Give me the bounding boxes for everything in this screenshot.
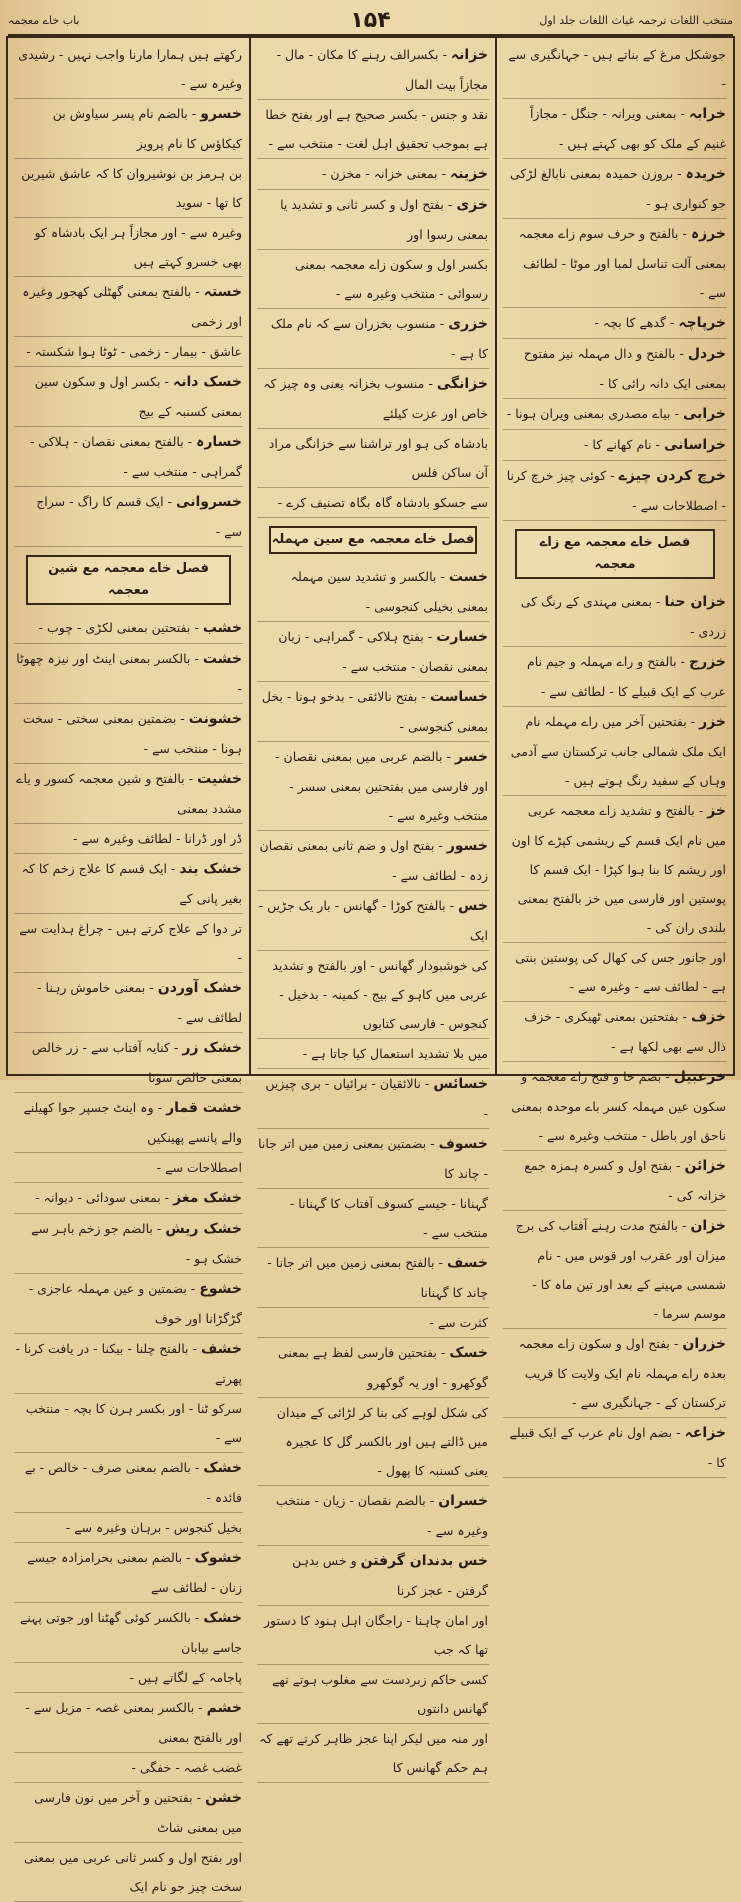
entry-definition: جوشکل مرغ کے بناتے ہیں - جہانگیری سے - <box>508 47 726 91</box>
dictionary-entry <box>503 796 727 943</box>
entry-headword: خست <box>448 569 488 585</box>
entry-definition: و خس بدہن گرفتن - عجز کرنا <box>292 1553 488 1598</box>
dictionary-entry <box>503 1002 727 1062</box>
dictionary-entry <box>257 159 489 190</box>
dictionary-entry <box>14 1603 243 1663</box>
entry-headword: خشت قمار <box>166 1100 242 1116</box>
dictionary-entry <box>257 622 489 682</box>
entry-headword: خساست <box>429 689 488 705</box>
dictionary-entry <box>503 219 727 308</box>
dictionary-entry <box>14 704 243 764</box>
entry-definition: - منسوب بخزانہ یعنی وہ چیز کہ خاص اور عزت کیلئے <box>263 376 488 421</box>
entry-definition: - بفتحتین فارسی لفظ ہے بمعنی گوکھرو - اور یہ گوکھرو <box>277 1345 488 1390</box>
dictionary-entry <box>503 1151 727 1211</box>
dictionary-entry <box>503 943 727 1002</box>
entry-headword: خسوف <box>438 1136 488 1152</box>
dictionary-entry <box>14 1214 243 1274</box>
dictionary-entry <box>257 1308 489 1338</box>
dictionary-entry <box>257 40 489 100</box>
entry-definition: - بفتح اول و کسر ثانی و تشدید یا بمعنی رسوا اور <box>280 197 488 242</box>
dictionary-entry <box>257 1039 489 1069</box>
dictionary-entry <box>14 914 243 973</box>
entry-headword: خزانہ <box>450 47 488 63</box>
entry-definition: - بفتح اول و ضم ثانی بمعنی نقصان زدہ - لطائف سے - <box>259 838 488 883</box>
entry-definition: نقد و جنس - بکسر صحیح ہے اور بفتح خطا ہے بموجب تحقیق اہل لغت - منتخب سے - <box>265 107 488 151</box>
entry-definition: - بفتح نالائقی - بدخو ہونا - بخل بمعنی کنجوسی - <box>261 689 488 734</box>
entry-headword: خزاعہ <box>684 1425 726 1441</box>
dictionary-entry <box>257 562 489 622</box>
entry-headword: خزی <box>456 197 488 213</box>
entry-headword: خشف <box>200 1341 242 1357</box>
entry-definition: - بالکسر بمعنی اینٹ اور نیزہ چھوٹا - <box>16 651 242 696</box>
entry-headword: خردل <box>687 346 726 362</box>
entry-headword: خشم <box>206 1700 242 1716</box>
dictionary-entry <box>257 1189 489 1248</box>
entry-definition: - بالکسر بمعنی غصہ - مزیل سے - اور بالفتح بمعنی <box>25 1700 242 1745</box>
entry-headword: خسارہ <box>196 434 242 450</box>
dictionary-entry <box>257 1486 489 1546</box>
dictionary-entry <box>257 369 489 429</box>
entry-headword: خستہ <box>203 284 242 300</box>
entry-definition: اصطلاحات سے - <box>156 1160 242 1175</box>
entry-definition: اور منہ میں لیکر اپنا عجز ظاہر کرتے تھے کہ ہم حکم گھانس کا <box>259 1731 488 1775</box>
dictionary-entry <box>503 1418 727 1478</box>
entry-headword: خریدہ <box>685 166 726 182</box>
entry-definition: - بفتح ہلاکی - گمراہی - زیان بمعنی نقصان - منتخب سے - <box>278 629 488 674</box>
dictionary-entry <box>14 1334 243 1394</box>
entry-definition: - بالفتح بمعنی زمین میں اتر جانا - چاند کا گہنانا <box>267 1255 488 1300</box>
dictionary-entry <box>14 1693 243 1753</box>
entry-definition: کثرت سے - <box>429 1315 488 1330</box>
entry-headword: خزان حنا <box>664 594 726 610</box>
dictionary-entry <box>14 644 243 704</box>
entry-headword: خسارت <box>436 629 488 645</box>
dictionary-entry <box>14 613 243 644</box>
entry-definition: بادشاہ کی ہو اور تراشنا سے خزانگی مراد آن ساکن فلس <box>268 436 488 480</box>
dictionary-entry <box>14 1663 243 1693</box>
entry-headword: خس بدندان گرفتن <box>360 1553 488 1569</box>
dictionary-entry <box>503 587 727 647</box>
entry-definition: - بالضم جو زخم باہر سے خشک ہو - <box>31 1221 242 1266</box>
dictionary-entry <box>257 100 489 159</box>
dictionary-entry <box>14 764 243 824</box>
page-body <box>6 36 735 1894</box>
entry-headword: خشت <box>202 651 242 667</box>
entry-headword: خشک <box>203 1610 242 1626</box>
entry-definition: - بفتحتین آخر میں راے مہملہ نام ایک ملک شمالی جانب ترکستان سے آدمی وہاں کے سفید رنگ ہوتے ہیں - <box>510 714 726 788</box>
entry-definition: - نالائقیان - برائیاں - بری چیزیں - <box>265 1076 488 1121</box>
dictionary-entry <box>14 1513 243 1543</box>
entry-definition: - ایک قسم کا راگ - سراج سے - <box>36 494 242 539</box>
entry-definition: گہنانا - جیسے کسوف آفتاب کا گہنانا - منتخب سے - <box>289 1196 488 1240</box>
entry-definition: - بالضم بمعنی صرف - خالص - بے فائدہ - <box>24 1460 242 1505</box>
entry-headword: خزف <box>690 1009 726 1025</box>
entry-definition: - بفتح اول و کسرہ ہمزہ جمع خزانہ کی - <box>524 1158 726 1203</box>
entry-definition: بن ہرمز بن نوشیروان کا کہ عاشق شیرین کا تھا - سوید <box>21 166 242 210</box>
entry-headword: خشک آوردن <box>157 980 242 996</box>
dictionary-entry <box>257 1338 489 1398</box>
entry-definition: - بضمتین بمعنی سختی - سخت ہونا - منتخب سے - <box>22 711 242 756</box>
entry-definition: پاجامہ کے لگاتے ہیں - <box>129 1670 242 1685</box>
entry-definition: - منسوب بخزران سے کہ نام ملک کا ہے - <box>270 316 488 361</box>
entry-headword: خشک مغز <box>173 1190 242 1206</box>
entry-headword: خزرج <box>689 654 726 670</box>
dictionary-entry <box>257 682 489 742</box>
entry-headword: خرزہ <box>690 226 726 242</box>
entry-definition: - بمعنی خاموش رہنا - لطائف سے - <box>37 980 242 1025</box>
dictionary-entry <box>14 367 243 427</box>
entry-headword: خسف <box>446 1255 488 1271</box>
dictionary-entry <box>503 399 727 430</box>
entry-definition: سرکو ٹنا - اور بکسر ہرن کا بچہ - منتخب سے - <box>25 1401 242 1445</box>
dictionary-entry <box>503 430 727 461</box>
dictionary-entry <box>257 742 489 831</box>
dictionary-entry <box>14 1093 243 1153</box>
entry-definition: کی شکل لوہے کی بنا کر لڑائی کے میدان میں ڈالتے ہیں اور بالکسر گل کا عجیرہ یعنی کسنبہ کا پھول - <box>276 1405 488 1478</box>
entry-headword: خرابی <box>682 406 726 422</box>
dictionary-entry <box>257 309 489 369</box>
entry-definition: - بالضم نام پسر سیاوش بن کیکاؤس کا نام پرویز <box>52 106 242 151</box>
entry-definition: - بالضم نقصان - زیان - منتخب وغیرہ سے - <box>275 1493 488 1538</box>
entry-definition: - گدھے کا بچہ - <box>594 315 675 330</box>
entry-headword: خشک ریش <box>165 1221 242 1237</box>
entry-definition: اور جانور جس کی کھال کی پوستین بنتی ہے - لطائف سے - وغیرہ سے - <box>515 950 726 994</box>
entry-headword: خشک بند <box>179 861 242 877</box>
dictionary-entry <box>14 1453 243 1513</box>
entry-headword: خزعبیل <box>673 1069 726 1085</box>
dictionary-entry <box>14 1753 243 1783</box>
dictionary-entry <box>14 1153 243 1183</box>
entry-headword: خشیت <box>197 771 242 787</box>
entry-definition: - بالفتح و دال مہملہ نیز مفتوح بمعنی ایک دانہ رائی کا - <box>523 346 726 391</box>
entry-headword: خسک <box>449 1345 488 1361</box>
dictionary-entry <box>503 99 727 159</box>
entry-definition: - بمعنی سودائی - دیوانہ - <box>35 1190 170 1205</box>
dictionary-entry <box>14 854 243 914</box>
dictionary-entry <box>14 1783 243 1843</box>
entry-definition: - بروزن حمیدہ بمعنی نابالغ لڑکی جو کنواری ہو - <box>510 166 726 211</box>
entry-definition: - بالفتح و شین معجمہ کسور و یاے مشدد بمعنی <box>16 771 242 816</box>
dictionary-entry <box>503 159 727 219</box>
entry-definition: - وہ اینٹ جسپر جوا کھیلنے والے پانسے پھینکیں <box>23 1100 242 1145</box>
entry-headword: خسک دانہ <box>173 374 242 390</box>
entry-headword: خرابہ <box>688 106 726 122</box>
entry-headword: خرچ کردن چیزے <box>618 468 726 484</box>
dictionary-entry <box>257 891 489 951</box>
dictionary-entry <box>14 1394 243 1453</box>
chapter-title: باب خاے معجمہ <box>8 13 80 27</box>
entry-definition: رکھتے ہیں ہمارا مارنا واجب نہیں - رشیدی وغیرہ سے - <box>18 47 242 91</box>
entry-definition: - کوئی چیز خرچ کرنا - اصطلاحات سے - <box>506 468 726 513</box>
entry-headword: خزری <box>448 316 488 332</box>
entry-headword: خسر <box>454 749 488 765</box>
dictionary-entry <box>257 951 489 1039</box>
section-heading: فصل خاے معجمہ مع سین مہملہ <box>269 526 477 554</box>
dictionary-entry <box>257 1606 489 1665</box>
entry-definition: - بضمتین و عین مہملہ عاجزی - گڑگڑانا اور خوف <box>28 1281 242 1326</box>
running-title: منتخب اللغات ترجمہ غیاث اللغات جلد اول <box>539 13 733 27</box>
entry-definition: - ایک قسم کا علاج زخم کا کہ بغیر پانی کے <box>21 861 242 906</box>
entry-definition: - کنایہ آفتاب سے - زر خالص بمعنی خالص سونا <box>31 1040 242 1085</box>
entry-definition: کی خوشبودار گھانس - اور بالفتح و تشدید عربی میں کاہو کے بیج - کمینہ - بدخیل - کنجوس - فارسی کتابوں <box>272 958 488 1031</box>
entry-definition: - بضم خا و فتح زاے معجمہ و سکون عین مہملہ کسر باے موحدہ بمعنی ناحق اور باطل - منتخب وغیرہ سے - <box>511 1069 726 1143</box>
entry-headword: خسور <box>446 838 488 854</box>
dictionary-entry <box>14 159 243 218</box>
dictionary-entry <box>257 1665 489 1724</box>
dictionary-entry <box>257 1248 489 1308</box>
section-heading: فصل خاے معجمہ مع زاے معجمہ <box>515 529 715 579</box>
dictionary-entry <box>14 1843 243 1902</box>
entry-definition: اور امان چاہنا - راجگان اہل ہنود کا دستور تھا کہ جب <box>263 1613 488 1657</box>
entry-definition: ڈر اور ڈرانا - لطائف وغیرہ سے - <box>72 831 242 846</box>
entry-headword: خز <box>707 803 726 819</box>
entry-headword: خزانگی <box>436 376 488 392</box>
dictionary-entry <box>14 1274 243 1334</box>
dictionary-entry <box>503 1062 727 1151</box>
entry-definition: - بالکسر و تشدید سین مہملہ بمعنی بخیلی کنجوسی - <box>290 569 488 614</box>
entry-definition: - بمعنی ویرانہ - جنگل - مجازاً غنیم کے ملک کو بھی کہتے ہیں - <box>530 106 726 151</box>
entry-definition: - بیاے مصدری بمعنی ویران ہونا - <box>506 406 679 421</box>
entry-headword: خشن <box>205 1790 242 1806</box>
dictionary-entry <box>14 218 243 277</box>
page-header <box>8 6 733 36</box>
dictionary-entry <box>257 1129 489 1189</box>
entry-definition: - بمعنی مہندی کے رنگ کی زردی - <box>520 594 726 639</box>
entry-definition: سے جسکو بادشاہ گاہ بگاہ تصنیف کرے - <box>277 495 488 510</box>
dictionary-entry <box>257 250 489 309</box>
dictionary-entry <box>14 1183 243 1214</box>
entry-definition: - بفتحتین و آخر میں نون فارسی میں بمعنی شاٹ <box>34 1790 242 1835</box>
column-right <box>495 38 733 1470</box>
entry-headword: خرپاچہ <box>678 315 726 331</box>
dictionary-entry <box>14 99 243 159</box>
entry-definition: اور بفتح اول و کسر ثانی عربی میں بمعنی سخت چیز جو نام ایک <box>24 1850 242 1894</box>
entry-headword: خشوک <box>194 1550 242 1566</box>
entry-definition: - بمعنی خزانہ - مخزن - <box>321 166 447 181</box>
dictionary-entry <box>14 337 243 367</box>
dictionary-entry <box>503 339 727 399</box>
entry-definition: - بالضم عربی میں بمعنی نقصان - اور فارسی میں بفتحتین بمعنی سسر - منتخب وغیرہ سے - <box>275 749 488 823</box>
entry-definition: - بالفتح کوڑا - گھانس - بار یک جڑیں - ایک <box>258 898 488 943</box>
dictionary-entry <box>257 429 489 488</box>
entry-headword: خشوع <box>199 1281 242 1297</box>
column-left <box>8 38 249 1894</box>
entry-headword: خشک زر <box>182 1040 242 1056</box>
dictionary-entry <box>14 973 243 1033</box>
entry-definition: - بفتح اول و سکون زاے معجمہ بعدہ راے مہملہ نام ایک ولایت کا قریب ترکستان کے - جہانگیری سے - <box>518 1336 726 1410</box>
entry-headword: خزائن <box>684 1158 726 1174</box>
entry-headword: خزینہ <box>450 166 488 182</box>
dictionary-entry <box>503 707 727 796</box>
column-middle <box>249 38 495 1775</box>
dictionary-entry <box>14 487 243 547</box>
dictionary-entry <box>257 1724 489 1783</box>
entry-headword: خسروانی <box>176 494 242 510</box>
dictionary-entry <box>257 488 489 518</box>
entry-headword: خسران <box>438 1493 488 1509</box>
entry-headword: خس <box>458 898 488 914</box>
entry-headword: خشب <box>202 620 242 636</box>
entry-definition: - بکسرالف رہنے کا مکان - مال - مجازاً بیت المال <box>276 47 488 92</box>
entry-headword: خراسانی <box>663 437 726 453</box>
dictionary-entry <box>503 40 727 99</box>
entry-definition: بکسر اول و سکون زاے معجمہ بمعنی رسوائی - منتخب وغیرہ سے - <box>294 257 488 301</box>
entry-definition: - بالفتح بمعنی گھٹلی کھجور وغیرہ اور زخمی <box>22 284 242 329</box>
dictionary-entry <box>14 427 243 487</box>
dictionary-entry <box>14 824 243 854</box>
entry-definition: کسی حاکم زبردست سے مغلوب ہوتے تھے گھانس دانتوں <box>272 1672 488 1716</box>
entry-definition: - نام کھانے کا - <box>583 437 660 452</box>
entry-headword: خزان <box>690 1218 726 1234</box>
entry-definition: - بضمتین بمعنی زمین میں اتر جانا - چاند کا <box>258 1136 488 1181</box>
dictionary-entry <box>257 190 489 250</box>
entry-definition: - بفتحتین بمعنی ٹھیکری - خزف ذال سے بھی لکھا ہے - <box>524 1009 726 1054</box>
dictionary-entry <box>503 1329 727 1418</box>
entry-headword: خشک <box>203 1460 242 1476</box>
dictionary-entry <box>257 1398 489 1486</box>
entry-definition: بخیل کنجوس - برہان وغیرہ سے - <box>65 1520 242 1535</box>
entry-definition: میں بلا تشدید استعمال کیا جاتا ہے - <box>302 1046 488 1061</box>
entry-headword: خزران <box>682 1336 726 1352</box>
entry-headword: خشونت <box>188 711 242 727</box>
entry-definition: - بالفتح چلنا - بیکنا - در یافت کرنا - پھرتے <box>15 1341 242 1386</box>
entry-headword: خزر <box>699 714 726 730</box>
dictionary-entry <box>257 1546 489 1606</box>
section-heading: فصل خاے معجمہ مع شین معجمہ <box>26 555 231 605</box>
dictionary-entry <box>503 461 727 521</box>
dictionary-entry <box>257 1069 489 1129</box>
entry-headword: خسائس <box>433 1076 488 1092</box>
dictionary-entry <box>503 647 727 707</box>
entry-definition: - بالفتح و راے مہملہ و جیم نام عرب کے ایک قبیلے کا - لطائف سے - <box>527 654 726 699</box>
dictionary-entry <box>14 277 243 337</box>
entry-definition: - بالفتح و حرف سوم زاے معجمہ بمعنی آلت تناسل لمبا اور موٹا - لطائف سے - <box>518 226 726 300</box>
dictionary-entry <box>14 1033 243 1093</box>
entry-definition: عاشق - بیمار - زخمی - ٹوٹا ہوا شکستہ - <box>26 344 242 359</box>
entry-definition: - بالفتح و تشدید زاے معجمہ عربی میں نام ایک قسم کے ریشمی کپڑے کا اون اور ریشم کا بنا ہوا کپڑا - ایک قسم کا پوستین اور فارسی میں خز بالفتح بمعنی بلندی ران کی - <box>511 803 726 935</box>
entry-definition: - بالفتح بمعنی نقصان - ہلاکی - گمراہی - منتخب سے - <box>29 434 242 479</box>
entry-headword: خسرو <box>200 106 242 122</box>
dictionary-entry <box>14 1543 243 1603</box>
dictionary-entry <box>503 308 727 339</box>
dictionary-entry <box>14 40 243 99</box>
entry-definition: تر دوا کے علاج کرتے ہیں - چراغ ہدایت سے - <box>19 921 242 965</box>
entry-definition: - بضم اول نام عرب کے ایک قبیلے کا - <box>509 1425 726 1470</box>
dictionary-entry <box>257 831 489 891</box>
entry-definition: - بالفتح مدت رہنے آفتاب کی برج میزان اور عقرب اور قوس میں - نام شمسی مہینے کے بعد اور تین ماہ کا - موسم سرما - <box>515 1218 726 1321</box>
entry-definition: وغیرہ سے - اور مجازاً ہر ایک بادشاہ کو بھی خسرو کہتے ہیں <box>34 225 242 269</box>
page-number: ۱۵۴ <box>350 7 391 33</box>
entry-definition: - بالضم بمعنی بحرامزادہ جیسے زنان - لطائف سے <box>27 1550 242 1595</box>
entry-definition: - بکسر اول و سکون سین بمعنی کسنبہ کے بیج <box>34 374 242 419</box>
entry-definition: - بالکسر کوئی گھٹنا اور جوتی پہنے جاسے بیابان <box>20 1610 242 1655</box>
entry-definition: غضب غصہ - خفگی - <box>131 1760 242 1775</box>
dictionary-entry <box>503 1211 727 1329</box>
entry-definition: - بفتحتین بمعنی لکڑی - چوب - <box>38 620 199 635</box>
